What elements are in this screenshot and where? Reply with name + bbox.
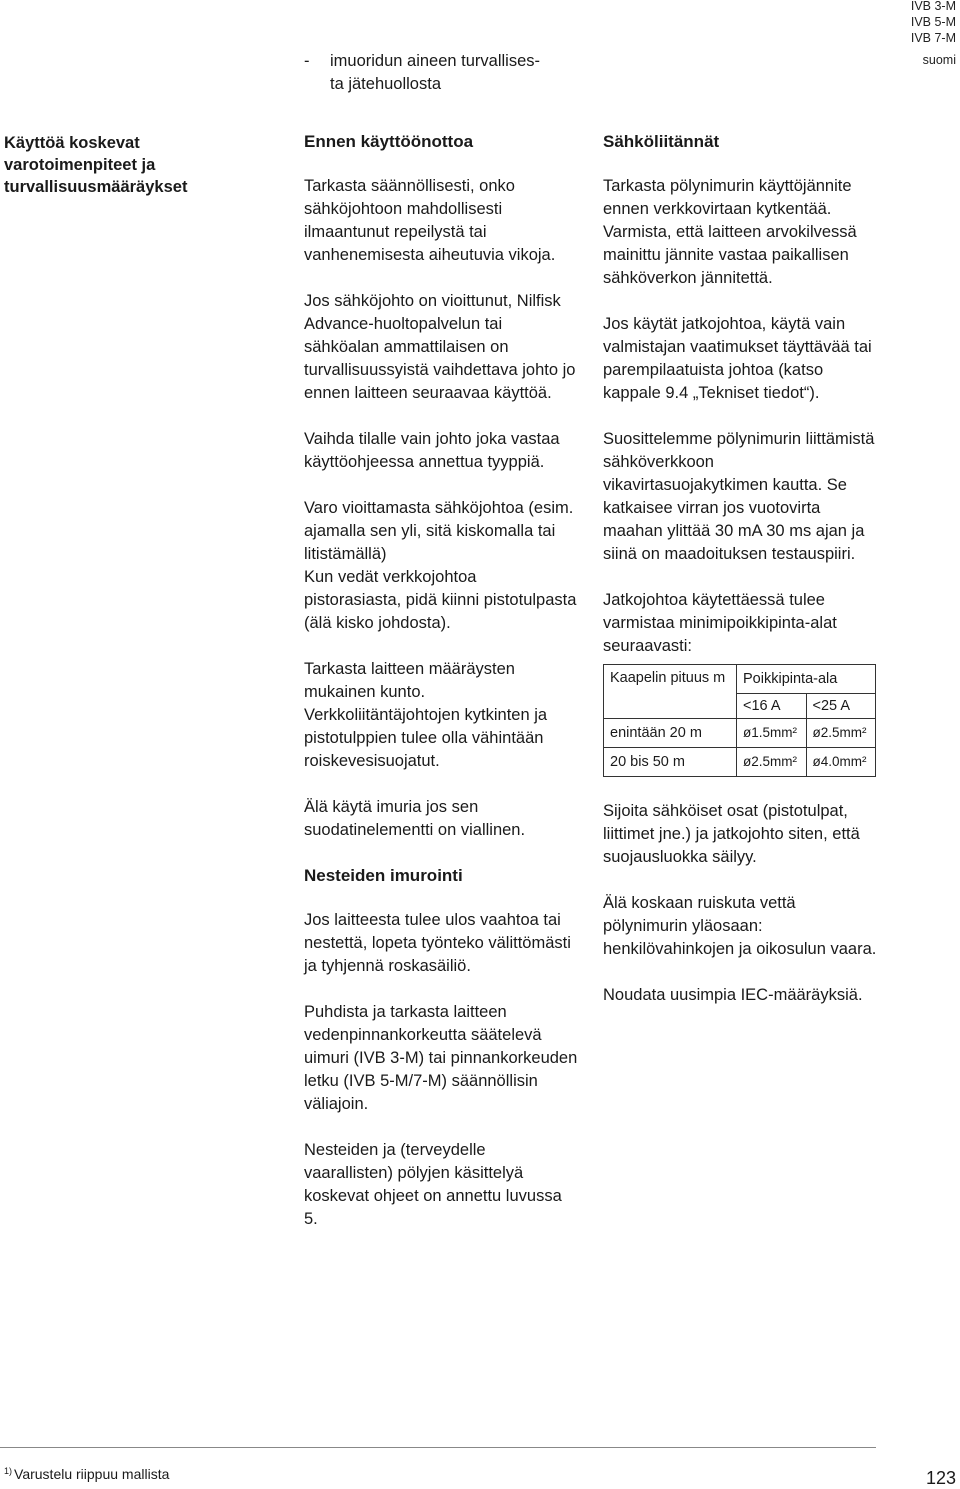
paragraph: Varo vioittamasta sähköjohtoa (esim. ajamalla sen yli, sitä kiskomalla tai litistämällä)	[304, 499, 574, 563]
table-row	[604, 719, 876, 748]
paragraph: Älä koskaan ruiskuta vettä pölynimurin yläosaan: henkilövahinkojen ja oikosulun vaara.	[603, 894, 877, 958]
paragraph: Noudata uusimpia IEC-määräyksiä.	[603, 986, 863, 1004]
page-header	[911, 0, 956, 68]
continued-list-item	[304, 50, 604, 96]
paragraph: Jatkojohtoa käytettäessä tulee varmistaa minimipoikkipinta-alat seuraavasti:	[603, 591, 837, 655]
paragraph: Tarkasta laitteen määräysten mukainen kunto. Verkkoliitäntäjohtojen kytkinten ja pistotulppien tulee olla vähintään roiskevesisuojatut.	[304, 660, 548, 770]
paragraph: Vaihda tilalle vain johto joka vastaa käyttöohjeessa annettua tyyppiä.	[304, 430, 560, 471]
paragraph: Nesteiden ja (terveydelle vaarallisten) pölyjen käsittelyä koskevat ohjeet on annettu luvussa 5.	[304, 1141, 562, 1228]
footnote	[4, 1466, 169, 1482]
section-title: Käyttöä koskevat varotoimenpiteet ja turvallisuusmääräykset	[4, 134, 188, 196]
paragraph: Tarkasta pölynimurin käyttöjännite ennen verkkovirtaan kytkentää. Varmista, että laitteen arvokilvessä mainittu jännite vastaa paikallisen sähköverkon jännitettä.	[603, 177, 857, 287]
footnote-mark: 1)	[4, 1466, 13, 1476]
subheading-before-use: Ennen käyttöönottoa	[304, 132, 474, 151]
table-subheader: <25 A	[806, 694, 876, 719]
page-number: 123	[925, 1468, 956, 1488]
subheading-electrical: Sähköliitännät	[603, 132, 720, 151]
footnote-text: Varustelu riippuu mallista	[14, 1466, 170, 1482]
paragraph: Suosittelemme pölynimurin liittämistä sähköverkkoon vikavirtasuojakytkimen kautta. Se katkaisee virran jos vuotovirta maahan ylittää 30 mA 30 ms ajan ja siinä on maadoituksen testauspiiri.	[603, 430, 875, 563]
subheading-liquids: Nesteiden imurointi	[304, 866, 463, 885]
table-cell: ø2.5mm²	[806, 719, 876, 748]
paragraph: Jos sähköjohto on vioittunut, Nilfisk Advance-huoltopalvelun tai sähköalan ammattilaisen on turvallisuussyistä vaihdettava johto jo ennen laitteen seuraavaa käyttöä.	[304, 292, 576, 402]
model-label: IVB 5-M	[910, 15, 956, 29]
cable-cross-section-table	[603, 664, 876, 777]
list-bullet: -	[304, 52, 310, 70]
content-column-right	[603, 131, 877, 1030]
table-cell: ø1.5mm²	[737, 719, 806, 748]
table-cell: ø4.0mm²	[806, 748, 876, 777]
list-item-line: ta jätehuollosta	[330, 75, 441, 93]
content-column-left	[304, 131, 578, 1254]
table-cell: 20 bis 50 m	[604, 748, 737, 777]
paragraph: Puhdista ja tarkasta laitteen vedenpinnankorkeutta säätelevä uimuri (IVB 3-M) tai pinnankorkeuden letku (IVB 5-M/7-M) säännöllisin väliajoin.	[304, 1003, 578, 1113]
table-header-cable-length: Kaapelin pituus m	[604, 665, 737, 719]
language-label: suomi	[922, 53, 956, 67]
table-subheader: <16 A	[737, 694, 806, 719]
table-cell: ø2.5mm²	[737, 748, 806, 777]
model-label: IVB 3-M	[910, 0, 956, 13]
paragraph: Kun vedät verkkojohtoa pistorasiasta, pidä kiinni pistotulpasta (älä kisko johdosta).	[304, 568, 577, 632]
paragraph: Älä käytä imuria jos sen suodatinelementti on viallinen.	[304, 798, 526, 839]
table-cell: enintään 20 m	[604, 719, 737, 748]
table-row	[604, 748, 876, 777]
model-label: IVB 7-M	[910, 31, 956, 45]
paragraph: Sijoita sähköiset osat (pistotulpat, liittimet jne.) ja jatkojohto siten, että suojausluokka säilyy.	[603, 802, 860, 866]
list-item-line: imuoridun aineen turvallises-	[330, 52, 541, 70]
paragraph: Jos laitteesta tulee ulos vaahtoa tai nestettä, lopeta työnteko välittömästi ja tyhjennä roskasäiliö.	[304, 911, 571, 975]
paragraph: Jos käytät jatkojohtoa, käytä vain valmistajan vaatimukset täyttävää tai parempilaatuista johtoa (katso kappale 9.4 „Tekniset tiedot“).	[603, 315, 872, 402]
paragraph: Tarkasta säännöllisesti, onko sähköjohtoon mahdollisesti ilmaantunut repeilystä tai vanhenemisesta aiheutuvia vikoja.	[304, 177, 556, 264]
table-header-cross-section: Poikkipinta-ala	[737, 665, 876, 694]
footer-divider	[0, 1447, 876, 1448]
